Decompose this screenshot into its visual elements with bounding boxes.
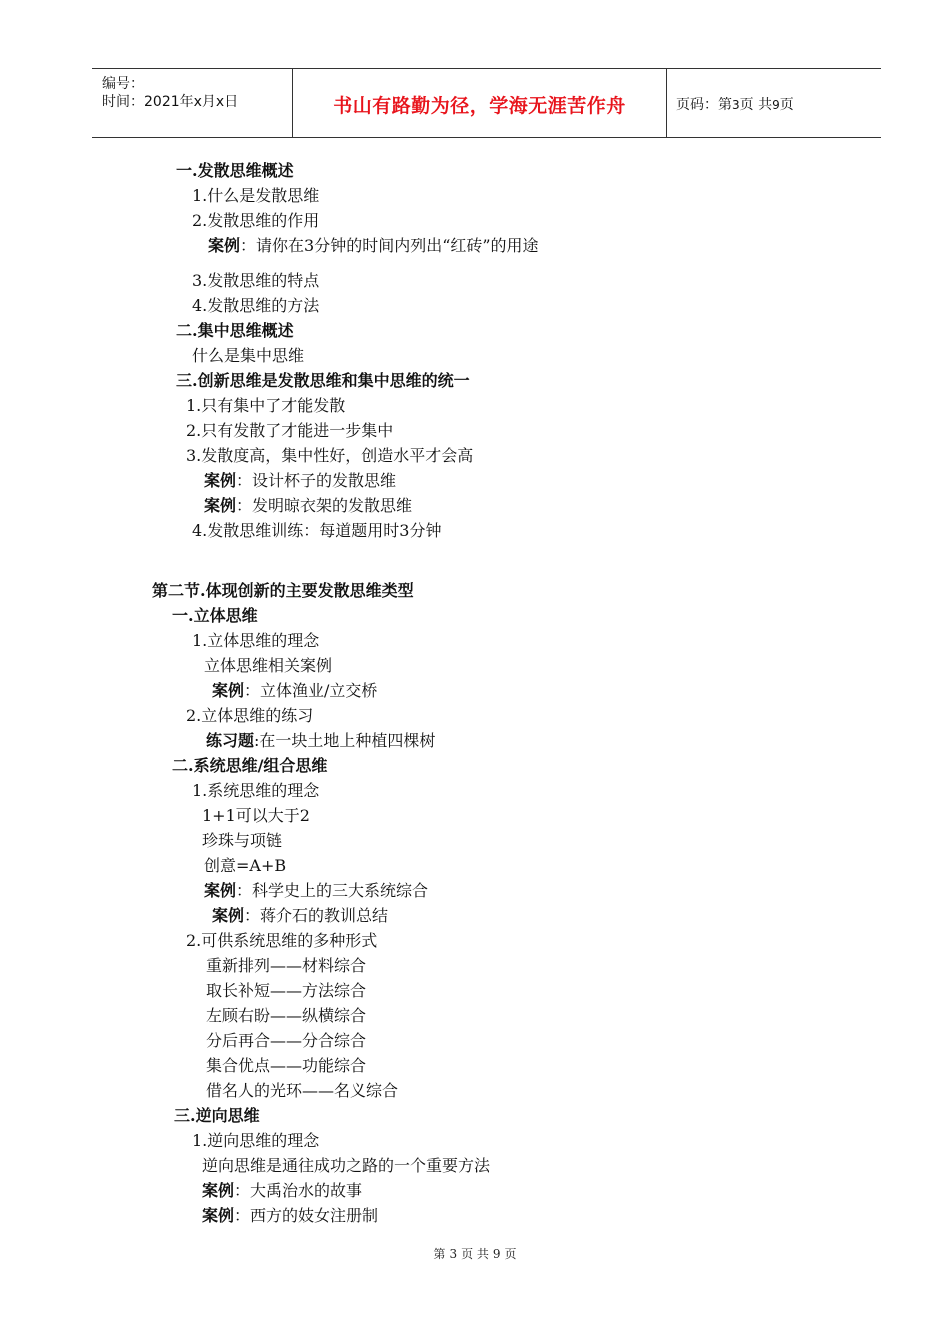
case-label: 案例 <box>204 496 237 515</box>
line-text: 2.发散思维的作用 <box>192 211 320 230</box>
line-text: ：大禹治水的故事 <box>234 1181 363 1200</box>
line-text: 什么是集中思维 <box>192 346 305 365</box>
header-page-current: 3 <box>732 98 740 112</box>
line-text: 1+1可以大于2 <box>202 806 310 825</box>
case-label: 案例 <box>208 236 241 255</box>
case-line <box>212 905 388 927</box>
section-heading <box>172 755 327 777</box>
line-text: 逆向思维是通往成功之路的一个重要方法 <box>202 1156 491 1175</box>
line-text: ：西方的妓女注册制 <box>234 1206 379 1225</box>
header-time-label: 时间： <box>102 94 144 110</box>
section-heading <box>152 580 414 602</box>
outline-item <box>186 395 345 417</box>
line-text: 1.什么是发散思维 <box>192 186 320 205</box>
header-motto: 书山有路勤为径，学海无涯苦作舟 <box>333 95 626 117</box>
line-text: ：科学史上的三大系统综合 <box>236 881 429 900</box>
outline-item <box>192 345 304 367</box>
line-text: 集合优点——功能综合 <box>206 1056 367 1075</box>
outline-item <box>192 210 319 232</box>
line-text: :在一块土地上种植四棵树 <box>254 731 436 750</box>
section-heading <box>176 320 294 342</box>
line-text: ：立体渔业/立交桥 <box>244 681 378 700</box>
line-text: 左顾右盼——纵横综合 <box>206 1006 367 1025</box>
section-heading <box>174 1105 260 1127</box>
case-label: 案例 <box>212 906 245 925</box>
header-page-end: 页 <box>779 97 794 113</box>
line-text: ：设计杯子的发散思维 <box>236 471 397 490</box>
case-label: 案例 <box>204 471 237 490</box>
case-label: 案例 <box>202 1181 235 1200</box>
line-text: ：发明晾衣架的发散思维 <box>236 496 413 515</box>
outline-item <box>186 930 377 952</box>
line-text: 2.可供系统思维的多种形式 <box>186 931 378 950</box>
outline-item <box>192 270 319 292</box>
outline-item <box>206 955 366 977</box>
line-text: 三.逆向思维 <box>174 1106 260 1125</box>
case-label: 案例 <box>202 1206 235 1225</box>
line-text: 1.只有集中了才能发散 <box>186 396 346 415</box>
outline-item <box>206 1080 398 1102</box>
line-text: 二.集中思维概述 <box>176 321 294 340</box>
header-page-sep: 页 共 <box>739 97 773 113</box>
case-line <box>202 1180 362 1202</box>
outline-item <box>192 185 319 207</box>
line-text: 立体思维相关案例 <box>204 656 333 675</box>
outline-item <box>202 805 310 827</box>
outline-item <box>186 705 313 727</box>
page-footer <box>0 1245 950 1262</box>
case-line <box>212 680 377 702</box>
section-heading <box>176 160 294 182</box>
footer-suffix: 页 <box>504 1247 517 1261</box>
line-text: 重新排列——材料综合 <box>206 956 367 975</box>
line-text: 4.发散思维训练：每道题用时3分钟 <box>192 521 442 540</box>
line-text: 2.只有发散了才能进一步集中 <box>186 421 394 440</box>
header-page-total: 9 <box>772 98 780 112</box>
case-line <box>204 470 396 492</box>
outline-item <box>204 655 332 677</box>
header-page-label: 页码：第 <box>676 97 732 113</box>
outline-item <box>206 1055 366 1077</box>
outline-item <box>202 1155 490 1177</box>
outline-item <box>186 420 393 442</box>
outline-item <box>206 1030 366 1052</box>
line-text: 借名人的光环——名义综合 <box>206 1081 399 1100</box>
line-text: 三.创新思维是发散思维和集中思维的统一 <box>176 371 470 390</box>
outline-item <box>202 830 282 852</box>
outline-item <box>192 630 319 652</box>
outline-item <box>192 1130 319 1152</box>
case-line <box>202 1205 378 1227</box>
section-heading <box>176 370 470 392</box>
outline-item <box>204 855 286 877</box>
header-time-value: 2021年x月x日 <box>144 94 239 110</box>
line-text: 一.发散思维概述 <box>176 161 294 180</box>
outline-item <box>186 445 473 467</box>
outline-item <box>192 520 441 542</box>
footer-total: 9 <box>492 1247 501 1261</box>
outline-item <box>192 780 319 802</box>
line-text: ：蒋介石的教训总结 <box>244 906 389 925</box>
line-text: 3.发散思维的特点 <box>192 271 320 290</box>
outline-item <box>206 1005 366 1027</box>
footer-prefix: 第 <box>433 1247 446 1261</box>
case-line <box>206 730 435 752</box>
line-text: 1.立体思维的理念 <box>192 631 320 650</box>
line-text: 取长补短——方法综合 <box>206 981 367 1000</box>
case-label: 练习题 <box>206 731 255 750</box>
line-text: 二.系统思维/组合思维 <box>172 756 328 775</box>
footer-mid: 页 共 <box>461 1247 489 1261</box>
case-line <box>208 235 539 257</box>
case-label: 案例 <box>212 681 245 700</box>
line-text: 1.逆向思维的理念 <box>192 1131 320 1150</box>
case-label: 案例 <box>204 881 237 900</box>
outline-item <box>206 980 366 1002</box>
line-text: 一.立体思维 <box>172 606 258 625</box>
line-text: ：请你在3分钟的时间内列出“红砖”的用途 <box>240 236 539 255</box>
case-line <box>204 495 412 517</box>
line-text: 3.发散度高，集中性好，创造水平才会高 <box>186 446 474 465</box>
case-line <box>204 880 428 902</box>
header-number-label: 编号： <box>102 76 144 92</box>
line-text: 第二节.体现创新的主要发散思维类型 <box>152 581 414 600</box>
section-heading <box>172 605 258 627</box>
line-text: 1.系统思维的理念 <box>192 781 320 800</box>
line-text: 创意=A+B <box>204 856 287 875</box>
line-text: 2.立体思维的练习 <box>186 706 314 725</box>
outline-item <box>192 295 319 317</box>
footer-current: 3 <box>449 1247 458 1261</box>
line-text: 珍珠与项链 <box>202 831 283 850</box>
line-text: 分后再合——分合综合 <box>206 1031 367 1050</box>
line-text: 4.发散思维的方法 <box>192 296 320 315</box>
